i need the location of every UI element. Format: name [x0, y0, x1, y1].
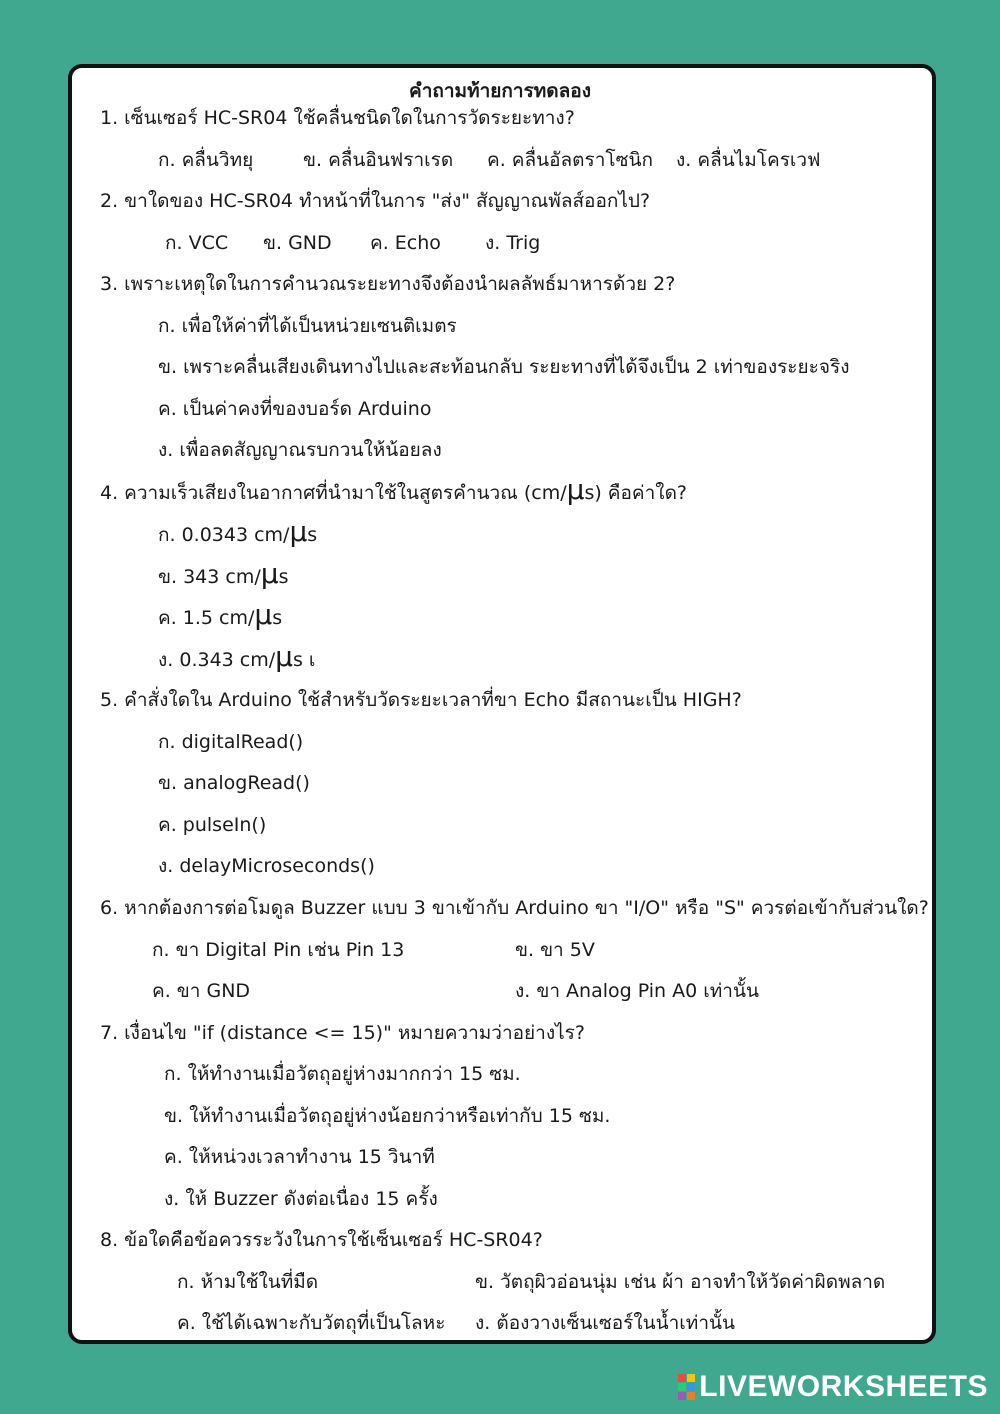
brand-name: LIVEWORKSHEETS — [699, 1370, 988, 1403]
q7-option-d[interactable]: ง. ให้ Buzzer ดังต่อเนื่อง 15 ครั้ง — [164, 1188, 438, 1210]
q1-option-d[interactable]: ง. คลื่นไมโครเวฟ — [676, 149, 821, 171]
liveworksheets-logo-icon — [678, 1374, 695, 1400]
q6-option-d[interactable]: ง. ขา Analog Pin A0 เท่านั้น — [515, 980, 759, 1002]
question-4: 4. ความเร็วเสียงในอากาศที่นำมาใช้ในสูตรคำนวณ (cm/μs) คือค่าใด? — [100, 473, 688, 506]
q6-option-c[interactable]: ค. ขา GND — [152, 980, 251, 1002]
q6-option-a[interactable]: ก. ขา Digital Pin เช่น Pin 13 — [152, 939, 405, 961]
q2-option-a[interactable]: ก. VCC — [165, 232, 229, 254]
logo-square — [687, 1383, 695, 1391]
q8-option-a[interactable]: ก. ห้ามใช้ในที่มืด — [177, 1271, 319, 1293]
q5-option-b[interactable]: ข. analogRead() — [158, 772, 310, 794]
q2-option-d[interactable]: ง. Trig — [485, 232, 541, 254]
logo-square — [687, 1374, 695, 1382]
q4-option-c[interactable]: ค. 1.5 cm/μs — [158, 598, 283, 631]
q8-option-c[interactable]: ค. ใช้ได้เฉพาะกับวัตถุที่เป็นโลหะ — [177, 1312, 446, 1334]
q2-option-b[interactable]: ข. GND — [263, 232, 332, 254]
q3-option-d[interactable]: ง. เพื่อลดสัญญาณรบกวนให้น้อยลง — [158, 439, 442, 461]
worksheet-title: คำถามท้ายการทดลอง — [409, 80, 591, 102]
q8-option-b[interactable]: ข. วัตถุผิวอ่อนนุ่ม เช่น ผ้า อาจทำให้วัดค่าผิดพลาด — [475, 1271, 886, 1293]
logo-square — [678, 1392, 686, 1400]
q6-option-b[interactable]: ข. ขา 5V — [515, 939, 595, 961]
q5-option-c[interactable]: ค. pulseIn() — [158, 814, 267, 836]
q5-option-a[interactable]: ก. digitalRead() — [158, 731, 304, 753]
mu-symbol: μ — [566, 473, 585, 506]
logo-square — [678, 1383, 686, 1391]
q4-option-a[interactable]: ก. 0.0343 cm/μs — [158, 515, 318, 548]
q1-option-b[interactable]: ข. คลื่นอินฟราเรด — [303, 149, 454, 171]
q3-option-c[interactable]: ค. เป็นค่าคงที่ของบอร์ด Arduino — [158, 398, 432, 420]
q1-option-a[interactable]: ก. คลื่นวิทยุ — [158, 149, 254, 171]
q3-option-b[interactable]: ข. เพราะคลื่นเสียงเดินทางไปและสะท้อนกลับ ระยะทางที่ได้จึงเป็น 2 เท่าของระยะจริง — [158, 356, 850, 378]
q7-option-c[interactable]: ค. ให้หน่วงเวลาทำงาน 15 วินาที — [164, 1146, 435, 1168]
q1-option-c[interactable]: ค. คลื่นอัลตราโซนิก — [487, 149, 653, 171]
q8-option-d[interactable]: ง. ต้องวางเซ็นเซอร์ในน้ำเท่านั้น — [475, 1312, 735, 1334]
q4-option-d[interactable]: ง. 0.343 cm/μs เ — [158, 640, 316, 673]
q3-option-a[interactable]: ก. เพื่อให้ค่าที่ได้เป็นหน่วยเซนติเมตร — [158, 315, 457, 337]
question-6: 6. หากต้องการต่อโมดูล Buzzer แบบ 3 ขาเข้ากับ Arduino ขา "I/O" หรือ "S" ควรต่อเข้ากับส่วนใด? — [100, 897, 929, 919]
q7-option-a[interactable]: ก. ให้ทำงานเมื่อวัตถุอยู่ห่างมากกว่า 15 ซม. — [164, 1063, 521, 1085]
logo-square — [687, 1392, 695, 1400]
liveworksheets-logo[interactable] — [678, 1370, 988, 1404]
question-8: 8. ข้อใดคือข้อควรระวังในการใช้เซ็นเซอร์ HC-SR04? — [100, 1229, 543, 1251]
q7-option-b[interactable]: ข. ให้ทำงานเมื่อวัตถุอยู่ห่างน้อยกว่าหรือเท่ากับ 15 ซม. — [164, 1105, 611, 1127]
q4-option-b[interactable]: ข. 343 cm/μs — [158, 557, 289, 590]
question-3: 3. เพราะเหตุใดในการคำนวณระยะทางจึงต้องนำผลลัพธ์มาหารด้วย 2? — [100, 273, 676, 295]
logo-square — [678, 1374, 686, 1382]
q5-option-d[interactable]: ง. delayMicroseconds() — [158, 855, 375, 877]
question-5: 5. คำสั่งใดใน Arduino ใช้สำหรับวัดระยะเวลาที่ขา Echo มีสถานะเป็น HIGH? — [100, 689, 742, 711]
question-1: 1. เซ็นเซอร์ HC-SR04 ใช้คลื่นชนิดใดในการวัดระยะทาง? — [100, 107, 575, 129]
question-7: 7. เงื่อนไข "if (distance <= 15)" หมายความว่าอย่างไร? — [100, 1022, 585, 1044]
question-2: 2. ขาใดของ HC-SR04 ทำหน้าที่ในการ "ส่ง" สัญญาณพัลส์ออกไป? — [100, 190, 651, 212]
q2-option-c[interactable]: ค. Echo — [370, 232, 441, 254]
